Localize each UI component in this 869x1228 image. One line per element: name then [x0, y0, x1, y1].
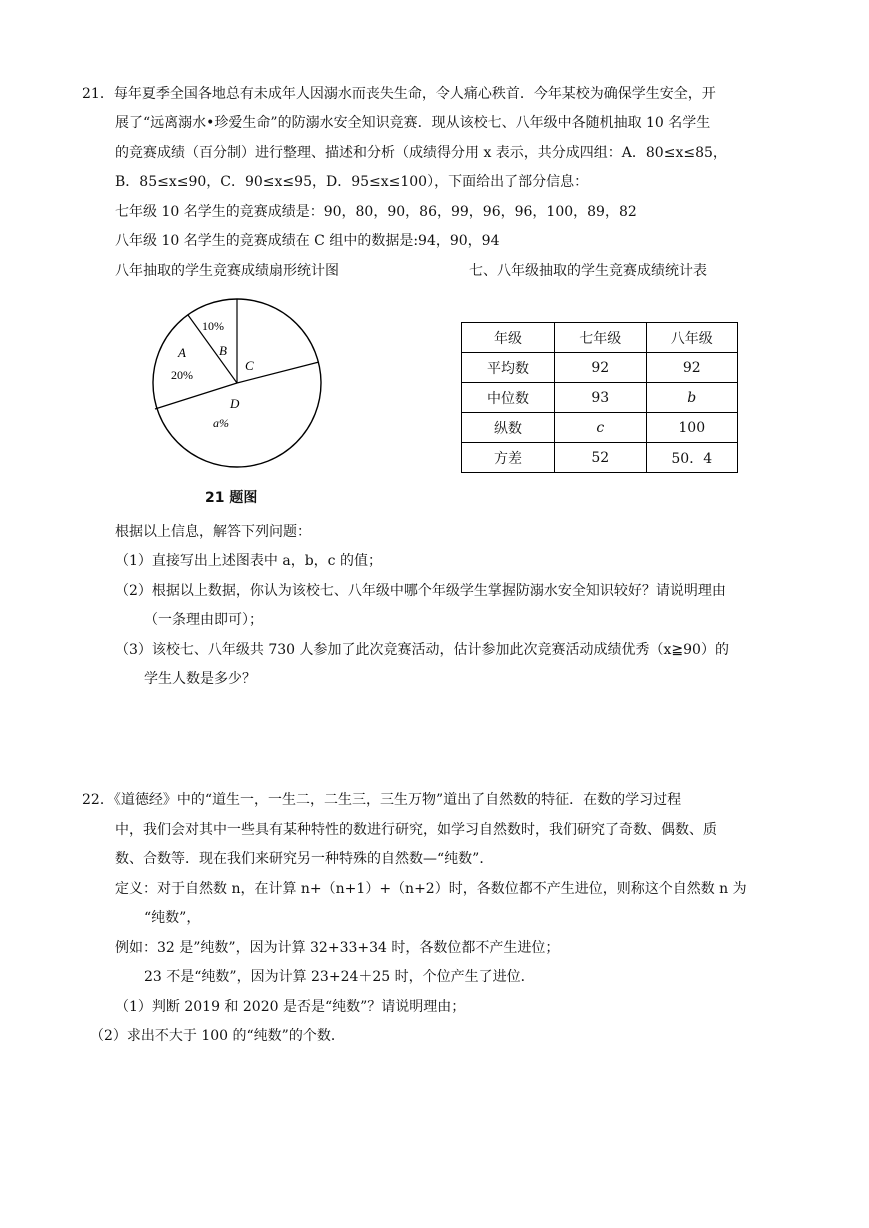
table-row: [462, 443, 738, 473]
pie-label-b-percent: 10%: [202, 319, 224, 333]
table-cell: 52: [555, 443, 647, 473]
pie-chart-title: 八年抽取的学生竞赛成绩扇形统计图: [115, 263, 339, 279]
stats-table-title: 七、八年级抽取的学生竞赛成绩统计表: [469, 263, 707, 279]
q22-question-2: （2）求出不大于 100 的“纯数”的个数．: [90, 1028, 345, 1044]
pie-divider-a-d: [155, 383, 237, 409]
q22-question-1: （1）判断 2019 和 2020 是否是“纯数”？请说明理由；: [115, 999, 466, 1015]
table-cell: 平均数: [462, 353, 555, 383]
q21-question-3: （3）该校七、八年级共 730 人参加了此次竞赛活动，估计参加此次竞赛活动成绩优秀（x≧90）的: [115, 642, 729, 658]
table-cell: 93: [555, 383, 647, 413]
q21-question-intro: 根据以上信息，解答下列问题：: [115, 524, 311, 540]
q21-line-4: B．85≤x≤90，C．90≤x≤95，D．95≤x≤100），下面给出了部分信息：: [115, 174, 589, 190]
table-cell: 92: [646, 353, 738, 383]
q21-line-3: 的竞赛成绩（百分制）进行整理、描述和分析（成绩得分用 x 表示，共分成四组：A．80≤x≤85，: [115, 145, 727, 161]
figure-caption: 21 题图: [205, 490, 258, 506]
table-row: [462, 413, 738, 443]
table-header-cell: 年级: [462, 323, 555, 353]
q21-line-1: 21．每年夏季全国各地总有未成年人因溺水而丧失生命，令人痛心秩首．今年某校为确保学生安全，开: [82, 86, 716, 102]
q21-line-6: 八年级 10 名学生的竞赛成绩在 C 组中的数据是:94，90，94: [115, 233, 500, 249]
table-header-row: [462, 323, 738, 353]
pie-label-b-letter: B: [219, 343, 227, 358]
q22-line-3: 数、合数等．现在我们来研究另一种特殊的自然数—“纯数”．: [115, 851, 494, 867]
stats-table: [461, 322, 738, 473]
q22-example-2: 23 不是“纯数”，因为计算 23+24＋25 时，个位产生了进位．: [144, 969, 535, 985]
table-cell: 92: [555, 353, 647, 383]
pie-chart: [145, 292, 330, 477]
q22-definition: 定义：对于自然数 n，在计算 n+（n+1）+（n+2）时，各数位都不产生进位，则称这个自然数 n 为: [115, 881, 747, 897]
q22-example-1: 例如：32 是”纯数”，因为计算 32+33+34 时，各数位都不产生进位；: [115, 940, 560, 956]
q21-question-1: （1）直接写出上述图表中 a，b，c 的值；: [115, 553, 382, 569]
table-header-cell: 七年级: [555, 323, 647, 353]
table-row: [462, 353, 738, 383]
table-cell: 50．4: [646, 443, 738, 473]
pie-label-a-letter: A: [178, 345, 186, 360]
q21-line-5: 七年级 10 名学生的竞赛成绩是：90，80，90，86，99，96，96，100，89，82: [115, 204, 637, 220]
q21-question-2: （2）根据以上数据，你认为该校七、八年级中哪个年级学生掌握防溺水安全知识较好？请说明理由: [115, 583, 726, 599]
pie-label-d-percent: a%: [213, 416, 229, 430]
q22-line-2: 中，我们会对其中一些具有某种特性的数进行研究，如学习自然数时，我们研究了奇数、偶数、质: [115, 822, 717, 838]
pie-label-a-percent: 20%: [171, 368, 193, 382]
q22-line-1: 22．《道德经》中的“道生一，一生二，二生三，三生万物”道出了自然数的特征．在数的学习过程: [82, 792, 682, 808]
q21-question-3-cont: 学生人数是多少？: [144, 671, 256, 687]
table-header-cell: 八年级: [646, 323, 738, 353]
table-row: [462, 383, 738, 413]
q22-definition-cont: “纯数”，: [144, 910, 201, 926]
q21-line-2: 展了“远离溺水•珍爱生命”的防溺水安全知识竞赛．现从该校七、八年级中各随机抽取 10 名学生: [115, 115, 711, 131]
table-cell: 中位数: [462, 383, 555, 413]
q21-question-2-cont: （一条理由即可）；: [144, 612, 263, 628]
table-cell: 纵数: [462, 413, 555, 443]
pie-label-d-letter: D: [230, 396, 240, 411]
table-cell: c: [555, 413, 647, 443]
pie-label-c-letter: C: [245, 358, 254, 373]
table-cell: 方差: [462, 443, 555, 473]
table-cell: b: [646, 383, 738, 413]
table-cell: 100: [646, 413, 738, 443]
